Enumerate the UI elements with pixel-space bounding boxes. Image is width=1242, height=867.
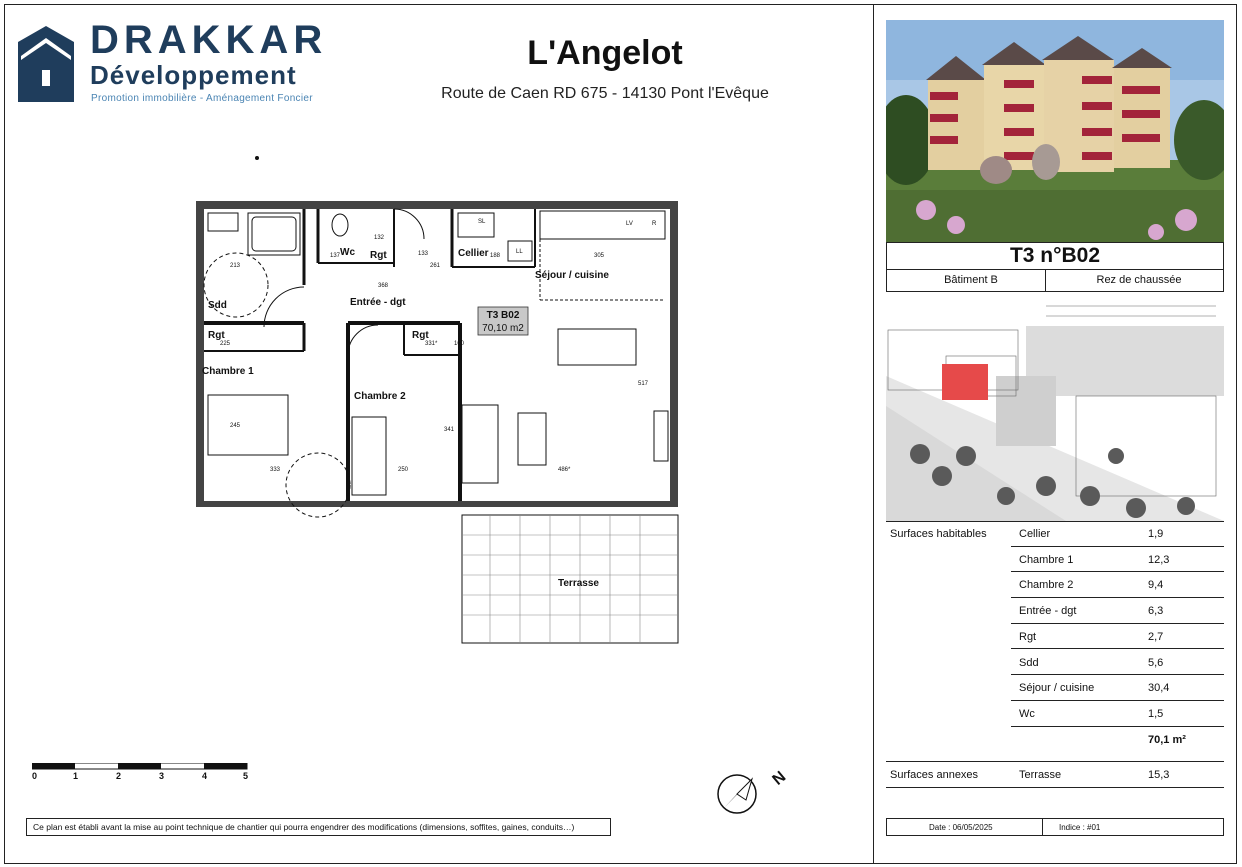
footer-date: Date : 06/05/2025 bbox=[929, 823, 993, 832]
row-name: Entrée - dgt bbox=[1019, 605, 1077, 618]
row-value: 2,7 bbox=[1148, 630, 1164, 643]
project-address: Route de Caen RD 675 - 14130 Pont l'Evêque bbox=[441, 85, 769, 102]
unit-tag: T3 B02 bbox=[486, 310, 520, 321]
dim-213: 213 bbox=[230, 263, 241, 269]
row-name: Séjour / cuisine bbox=[1019, 682, 1095, 695]
surfaces-annex-label: Surfaces annexes bbox=[890, 769, 979, 781]
unit-area: 70,10 m2 bbox=[482, 323, 524, 334]
scale-tick-1: 1 bbox=[73, 771, 79, 781]
fixture-lv: LV bbox=[626, 221, 633, 227]
room-rgt-mid: Rgt bbox=[412, 330, 429, 341]
house-logo-icon bbox=[18, 20, 74, 102]
room-sejour: Séjour / cuisine bbox=[535, 270, 609, 281]
dim-137: 137 bbox=[330, 253, 341, 259]
scale-tick-3: 3 bbox=[159, 771, 165, 781]
unit-meta bbox=[886, 270, 1224, 292]
table-row bbox=[1011, 547, 1224, 573]
row-value: 30,4 bbox=[1148, 682, 1170, 695]
row-name: Rgt bbox=[1019, 630, 1037, 643]
room-sdd: Sdd bbox=[208, 300, 227, 311]
room-cellier: Cellier bbox=[458, 248, 489, 259]
row-value: 5,6 bbox=[1148, 656, 1164, 669]
dim-305: 305 bbox=[594, 253, 605, 259]
scale-tick-4: 4 bbox=[202, 771, 208, 781]
room-entree: Entrée - dgt bbox=[350, 297, 406, 308]
annex-value: 15,3 bbox=[1148, 769, 1170, 781]
dim-261: 261 bbox=[430, 263, 441, 269]
dim-133: 133 bbox=[418, 251, 429, 257]
logo-title: DRAKKAR bbox=[90, 18, 328, 62]
table-row bbox=[1011, 624, 1224, 650]
dim-188: 188 bbox=[490, 253, 501, 259]
row-value: 12,3 bbox=[1148, 553, 1170, 566]
table-row bbox=[1011, 598, 1224, 624]
table-row bbox=[1011, 650, 1224, 676]
row-name: Sdd bbox=[1019, 656, 1039, 669]
fixture-sl: SL bbox=[478, 219, 486, 225]
scale-tick-5: 5 bbox=[243, 771, 249, 781]
highlighted-unit bbox=[942, 364, 988, 400]
scale-bar bbox=[32, 760, 252, 786]
logo-subtitle: Développement bbox=[90, 60, 297, 90]
dim-517: 517 bbox=[638, 381, 649, 387]
table-row bbox=[1011, 675, 1224, 701]
unit-title: T3 n°B02 bbox=[886, 242, 1224, 270]
surfaces-total: 70,1 m² bbox=[1148, 733, 1186, 746]
room-rgt-top: Rgt bbox=[370, 250, 387, 261]
footer-index: Indice : #01 bbox=[1059, 823, 1101, 832]
row-value: 6,3 bbox=[1148, 605, 1164, 618]
project-title: L'Angelot bbox=[527, 34, 683, 72]
floor-label: Rez de chaussée bbox=[1096, 274, 1182, 286]
row-value: 1,5 bbox=[1148, 707, 1164, 720]
total-row bbox=[1011, 727, 1224, 753]
company-logo bbox=[18, 20, 348, 106]
dim-132: 132 bbox=[374, 235, 385, 241]
logo-tagline: Promotion immobilière - Aménagement Foncier bbox=[91, 93, 313, 104]
dim-245: 245 bbox=[230, 423, 241, 429]
disclaimer: Ce plan est établi avant la mise au point technique de chantier qui pourra engendrer des modifications (dimensions, soffites, gaines, conduits…) bbox=[26, 818, 611, 836]
scale-tick-2: 2 bbox=[116, 771, 122, 781]
site-plan bbox=[886, 296, 1224, 521]
row-name: Wc bbox=[1019, 707, 1035, 720]
dim-100: 100 bbox=[454, 341, 465, 347]
compass-icon bbox=[716, 770, 766, 820]
footer bbox=[886, 818, 1224, 836]
dim-250: 250 bbox=[398, 467, 409, 473]
dim-331: 331* bbox=[425, 341, 438, 347]
floor-plan bbox=[190, 195, 690, 650]
dim-225: 225 bbox=[220, 341, 231, 347]
fixture-r: R bbox=[652, 221, 657, 227]
row-value: 9,4 bbox=[1148, 579, 1164, 592]
row-name: Cellier bbox=[1019, 528, 1051, 540]
building-rendering bbox=[886, 20, 1224, 242]
compass-north-label: N bbox=[769, 768, 790, 789]
row-name: Chambre 1 bbox=[1019, 553, 1074, 566]
table-row bbox=[1011, 572, 1224, 598]
dim-333: 333 bbox=[270, 467, 281, 473]
row-name: Chambre 2 bbox=[1019, 579, 1074, 592]
dim-368: 368 bbox=[378, 283, 389, 289]
room-chambre1: Chambre 1 bbox=[202, 366, 254, 377]
north-compass bbox=[716, 770, 796, 820]
dot-mark bbox=[255, 156, 259, 160]
annex-name: Terrasse bbox=[1019, 769, 1062, 781]
dim-341: 341 bbox=[444, 427, 455, 433]
surfaces-habitable-label: Surfaces habitables bbox=[890, 528, 987, 540]
dim-486: 486* bbox=[558, 467, 571, 473]
annex-row bbox=[886, 762, 1224, 788]
room-terrasse: Terrasse bbox=[558, 578, 599, 589]
building-label: Bâtiment B bbox=[944, 274, 998, 286]
room-rgt-left: Rgt bbox=[208, 330, 225, 341]
room-wc: Wc bbox=[340, 247, 355, 258]
table-row bbox=[1011, 521, 1224, 547]
panel-divider bbox=[873, 4, 874, 864]
room-chambre2: Chambre 2 bbox=[354, 391, 406, 402]
table-row bbox=[1011, 701, 1224, 727]
fixture-ll: LL bbox=[516, 249, 523, 255]
row-value: 1,9 bbox=[1148, 528, 1164, 540]
scale-tick-0: 0 bbox=[32, 771, 38, 781]
